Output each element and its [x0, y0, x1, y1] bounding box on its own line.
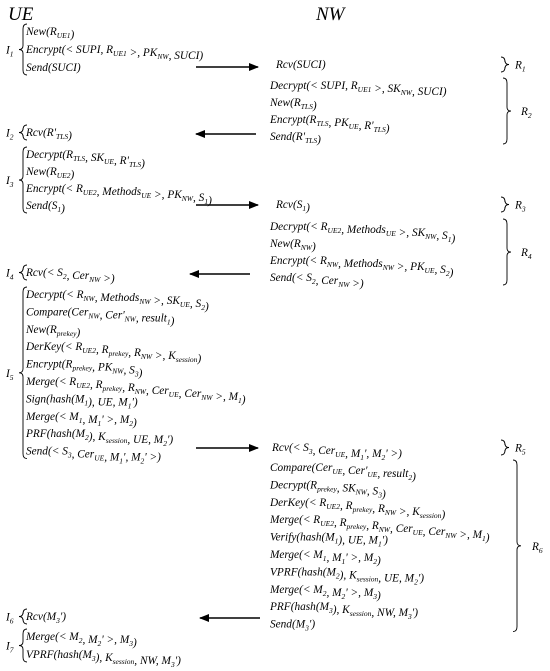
right-brace [503, 219, 511, 285]
ue-group-i7 [5, 629, 181, 669]
nw-step: Send(< $S_2$, Cer$_{NW}$ >) [270, 272, 364, 290]
nw-step: $Send(M_3')$ [270, 618, 316, 633]
nw-step: Merge(< $R_{UE2}$, $R_{prekey}$, $R_{NW}$, Cer$_{UE}$, Cer$_{NW}$ >, $M_1$) [270, 514, 490, 545]
nw-step-label: $R_3$ [515, 199, 526, 214]
nw-step: $Rcv(S_1)$ [276, 199, 310, 214]
nw-header: NW [316, 4, 345, 25]
nw-group-r3 [275, 197, 526, 214]
nw-step: $New(R_{TLS})$ [270, 97, 317, 112]
nw-step-label: $R_1$ [515, 59, 526, 74]
ue-step: Send(SUCI) [26, 62, 81, 74]
nw-step: $PRF(hash(M_3)$, $K_{session}$, NW, $M_3'$) [270, 601, 418, 622]
ue-step: $Send(S_1)$ [26, 200, 65, 215]
nw-step: $Decrypt(R_{prekey}$, $SK_{NW}$, $S_3$) [270, 479, 386, 501]
ue-step: $PRF(hash(M_2)$, $K_{session}$, UE, $M_2'$) [26, 428, 174, 449]
ue-step: $Rcv(M_3')$ [26, 611, 67, 625]
ue-step: Encrypt(< $R_{UE2}$, Methods$_{UE}$ >, $PK_{NW}$, $S_1$) [26, 183, 212, 207]
nw-step: Encrypt(< $R_{NW}$, Methods$_{NW}$ >, $PK_{UE}$, $S_2$) [270, 255, 454, 279]
ue-group-i5 [5, 287, 246, 466]
ue-step: Merge(< $M_2$, $M_2'$ >, $M_3$) [26, 631, 137, 649]
ue-step: $New(R_{UE2})$ [26, 166, 75, 181]
ue-step: Compare(Cer$_{NW}$, $Cer'_{NW}$, result$_1$) [26, 306, 175, 328]
ue-step: Merge(< $M_1$, $M_1'$ >, $M_2$) [26, 410, 137, 429]
nw-group-r2 [269, 78, 532, 146]
nw-step: $Send(R'_{TLS})$ [270, 131, 321, 146]
right-brace [513, 460, 521, 632]
nw-step: $Encrypt(R_{TLS}$, $PK_{UE}$, $R'_{TLS}$) [270, 114, 390, 135]
nw-step: $Rcv(< S_3$, Cer$_{UE}$, $M_1'$, $M_2'$ >) [272, 442, 402, 462]
ue-step: Encrypt(< SUPI, $R_{UE1}$ >, $PK_{NW}$, SUCI) [26, 44, 204, 62]
ue-group-i4 [5, 265, 115, 285]
nw-step: Merge(< $M_1$, $M_1'$ >, $M_2$) [270, 549, 381, 567]
ue-step-label: $I_5$ [6, 367, 14, 382]
ue-step: Merge(< $R_{UE2}$, $R_{prekey}$, $R_{NW}$, Cer$_{UE}$, Cer$_{NW}$ >, $M_1$) [26, 376, 246, 406]
nw-group-r4 [269, 219, 532, 290]
ue-step: $New(R_{prekey})$ [26, 323, 81, 339]
ue-header: UE [8, 4, 34, 25]
right-brace [501, 57, 509, 72]
nw-step: Decrypt(< SUPI, $R_{UE1}$ >, $SK_{NW}$, SUCI) [270, 80, 447, 98]
nw-group-r5 [271, 440, 526, 462]
nw-step-label: $R_6$ [532, 540, 543, 555]
nw-group-r1 [275, 57, 526, 74]
nw-side [269, 57, 543, 633]
ue-step-label: $I_1$ [6, 44, 14, 59]
ue-step: $Rcv(R'_{TLS})$ [26, 127, 72, 142]
ue-step-label: $I_3$ [6, 175, 14, 189]
nw-step-label: $R_2$ [521, 106, 532, 120]
ue-side [5, 24, 246, 669]
ue-step: $Decrypt(R_{TLS}$, $SK_{UE}$, $R'_{TLS}$) [26, 149, 145, 170]
nw-step-label: $R_4$ [521, 247, 532, 261]
nw-step-label: $R_5$ [515, 442, 526, 457]
nw-step: $Verify(hash(M_1)$, UE, $M_1'$) [270, 531, 388, 549]
nw-group-r6 [269, 460, 543, 633]
ue-step: $Rcv(< S_2$, Cer$_{NW}$ >) [26, 267, 115, 285]
ue-step-label: $I_7$ [6, 640, 14, 655]
ue-group-i6 [5, 609, 66, 626]
ue-step-label: $I_4$ [6, 267, 14, 282]
ue-step: $New(R_{UE1})$ [26, 26, 75, 41]
ue-step: $VPRF(hash(M_3)$, $K_{session}$, NW, $M_3'$) [26, 649, 181, 669]
ue-step-label: $I_2$ [6, 127, 14, 142]
nw-step: DerKey(< $R_{UE2}$, $R_{prekey}$, $R_{NW}$ >, $K_{session}$) [270, 496, 446, 521]
ue-step-label: $I_6$ [6, 611, 14, 626]
right-brace [501, 440, 509, 455]
ue-step: DerKey(< $R_{UE2}$, $R_{prekey}$, $R_{NW}$ >, $K_{session}$) [26, 341, 202, 366]
right-brace [501, 197, 509, 212]
ue-group-i3 [5, 147, 212, 215]
nw-step: Rcv(SUCI) [276, 59, 326, 71]
right-brace [503, 78, 511, 144]
ue-group-i2 [5, 125, 72, 142]
ue-step: Send(< $S_3$, Cer$_{UE}$, $M_1'$, $M_2'$ >) [26, 445, 161, 466]
ue-step: $Encrypt(R_{prekey}$, $PK_{NW}$, $S_3$) [26, 358, 143, 380]
nw-step: Compare(Cer$_{UE}$, $Cer'_{UE}$, result$_2$) [270, 462, 416, 483]
ue-step: $Sign(hash(M_1)$, UE, $M_1'$) [26, 393, 138, 411]
nw-step: Merge(< $M_2$, $M_2'$ >, $M_3$) [270, 583, 381, 602]
ue-step: Decrypt(< $R_{NW}$, Methods$_{NW}$ >, $SK_{UE}$, $S_2$) [26, 289, 209, 313]
nw-step: Decrypt(< $R_{UE2}$, Methods$_{UE}$ >, $SK_{NW}$, $S_1$) [270, 221, 456, 245]
ue-group-i1 [5, 24, 203, 75]
nw-step: $VPRF(hash(M_2)$, $K_{session}$, UE, $M_2'$) [270, 566, 425, 587]
nw-step: $New(R_{NW})$ [270, 238, 316, 253]
